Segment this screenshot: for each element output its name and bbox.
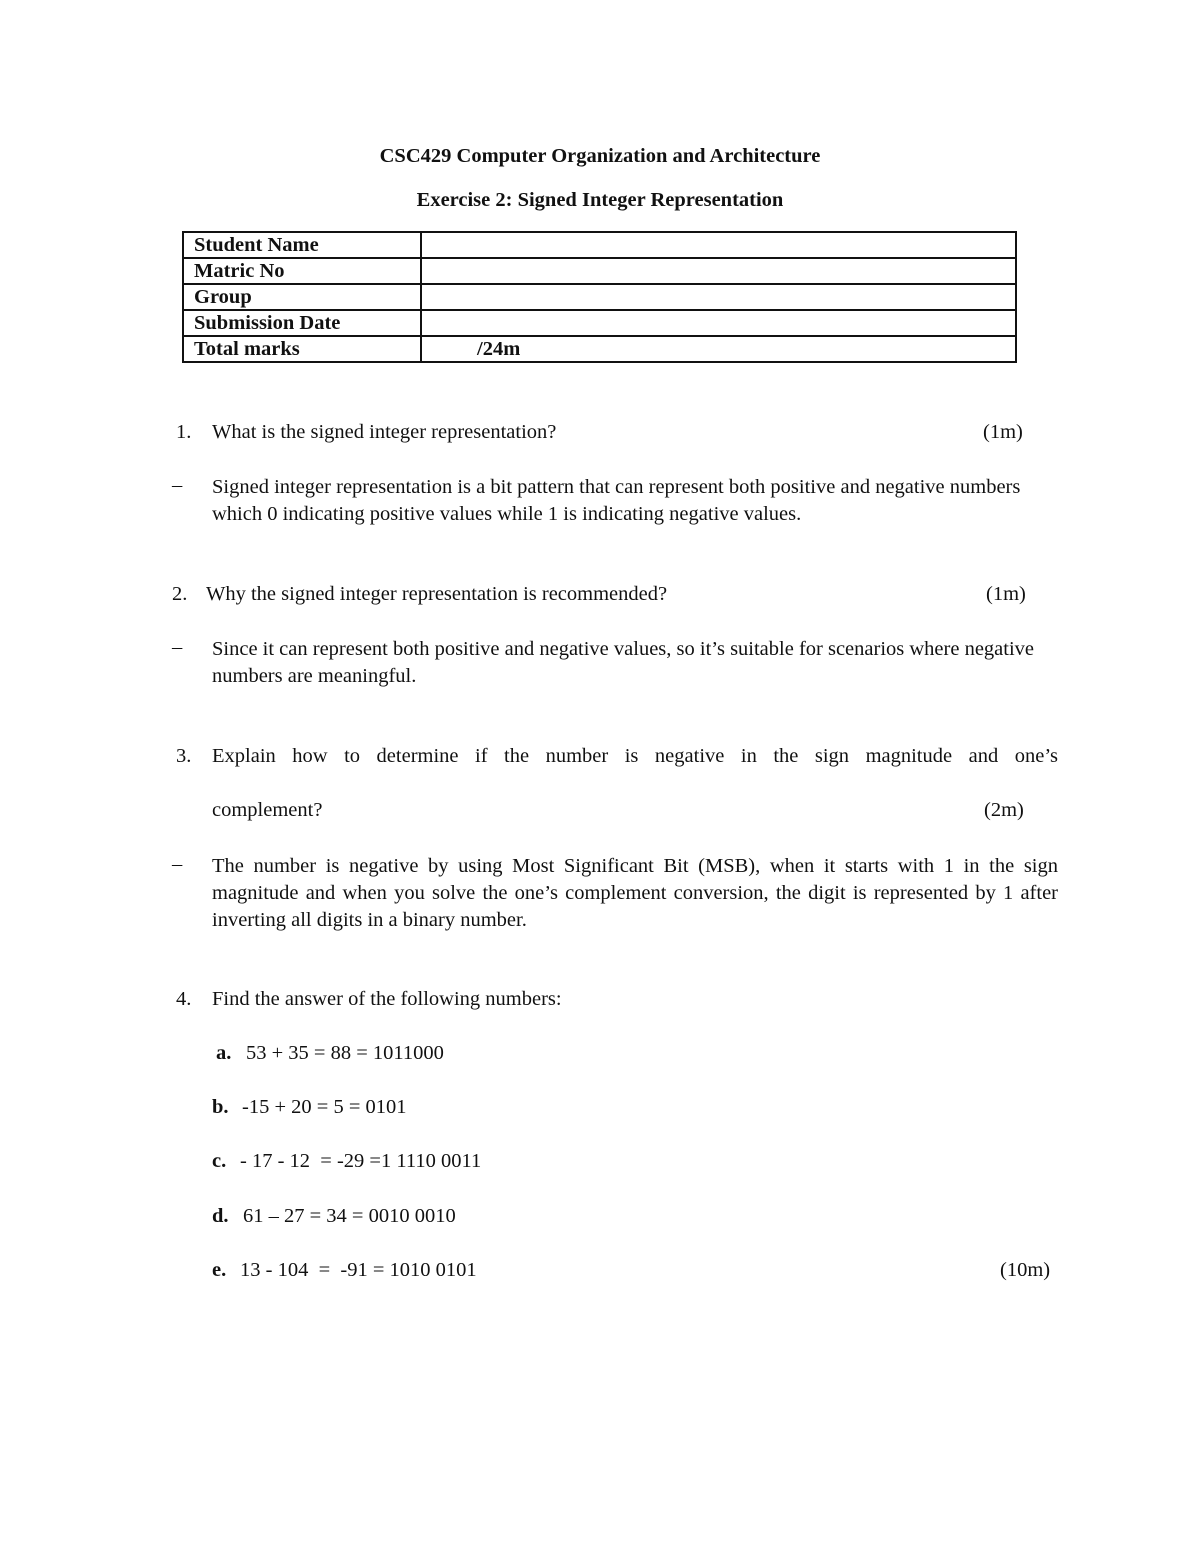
item-e-text: 13 - 104 = -91 = 1010 0101 xyxy=(240,1259,477,1281)
question-2-text: Why the signed integer representation is recommended? xyxy=(206,583,668,605)
question-4-text: Find the answer of the following numbers: xyxy=(212,988,562,1010)
question-3-text: Explain how to determine if the number is negative in the sign magnitude and one’s xyxy=(212,745,1058,767)
submission-date-label: Submission Date xyxy=(183,310,421,336)
matric-no-label: Matric No xyxy=(183,258,421,284)
question-1-number: 1. xyxy=(176,421,192,443)
question-3-number: 3. xyxy=(176,745,192,767)
table-row xyxy=(183,310,1016,336)
question-1-text: What is the signed integer representation? xyxy=(212,421,557,443)
total-marks-value: /24m xyxy=(421,336,1016,362)
item-d-letter: d. xyxy=(212,1205,229,1227)
table-row xyxy=(183,284,1016,310)
item-e-letter: e. xyxy=(212,1259,227,1281)
question-4-number: 4. xyxy=(176,988,192,1010)
question-1-marks: (1m) xyxy=(983,421,1023,443)
student-name-field[interactable] xyxy=(421,232,1016,258)
item-c-letter: c. xyxy=(212,1150,227,1172)
total-marks-label: Total marks xyxy=(183,336,421,362)
table-row xyxy=(183,232,1016,258)
item-b-text: -15 + 20 = 5 = 0101 xyxy=(242,1096,407,1118)
matric-no-field[interactable] xyxy=(421,258,1016,284)
item-c-text: - 17 - 12 = -29 =1 1110 0011 xyxy=(240,1150,482,1172)
table-row xyxy=(183,336,1016,362)
question-4-marks: (10m) xyxy=(1000,1259,1051,1281)
answer-2-bullet: – xyxy=(172,636,183,658)
item-b-letter: b. xyxy=(212,1096,229,1118)
exercise-subtitle: Exercise 2: Signed Integer Representation xyxy=(416,189,784,211)
question-3-marks: (2m) xyxy=(984,799,1024,821)
submission-date-field[interactable] xyxy=(421,310,1016,336)
student-name-label: Student Name xyxy=(183,232,421,258)
group-label: Group xyxy=(183,284,421,310)
item-a-letter: a. xyxy=(216,1042,232,1064)
answer-2-text: Since it can represent both positive and negative values, so it’s suitable for scenarios where negative numbers are meaningful. xyxy=(212,638,1035,687)
group-field[interactable] xyxy=(421,284,1016,310)
question-2-number: 2. xyxy=(172,583,188,605)
item-a-text: 53 + 35 = 88 = 1011000 xyxy=(246,1042,444,1064)
answer-3-bullet: – xyxy=(172,853,183,875)
question-2-marks: (1m) xyxy=(986,583,1026,605)
item-d-text: 61 – 27 = 34 = 0010 0010 xyxy=(243,1205,456,1227)
document-title: CSC429 Computer Organization and Architecture xyxy=(379,145,821,167)
answer-1-bullet: – xyxy=(172,474,183,496)
answer-3-text: The number is negative by using Most Significant Bit (MSB), when it starts with 1 in the sign magnitude and when you solve the one’s complement conversion, the digit is represented by 1 after inverting all digits in a binary number. xyxy=(212,855,1058,931)
question-3-text-continued: complement? xyxy=(212,799,323,821)
answer-1-text: Signed integer representation is a bit pattern that can represent both positive and negative numbers which 0 indicating positive values while 1 is indicating negative values. xyxy=(212,476,1021,525)
table-row xyxy=(183,258,1016,284)
student-info-table xyxy=(182,231,1017,363)
